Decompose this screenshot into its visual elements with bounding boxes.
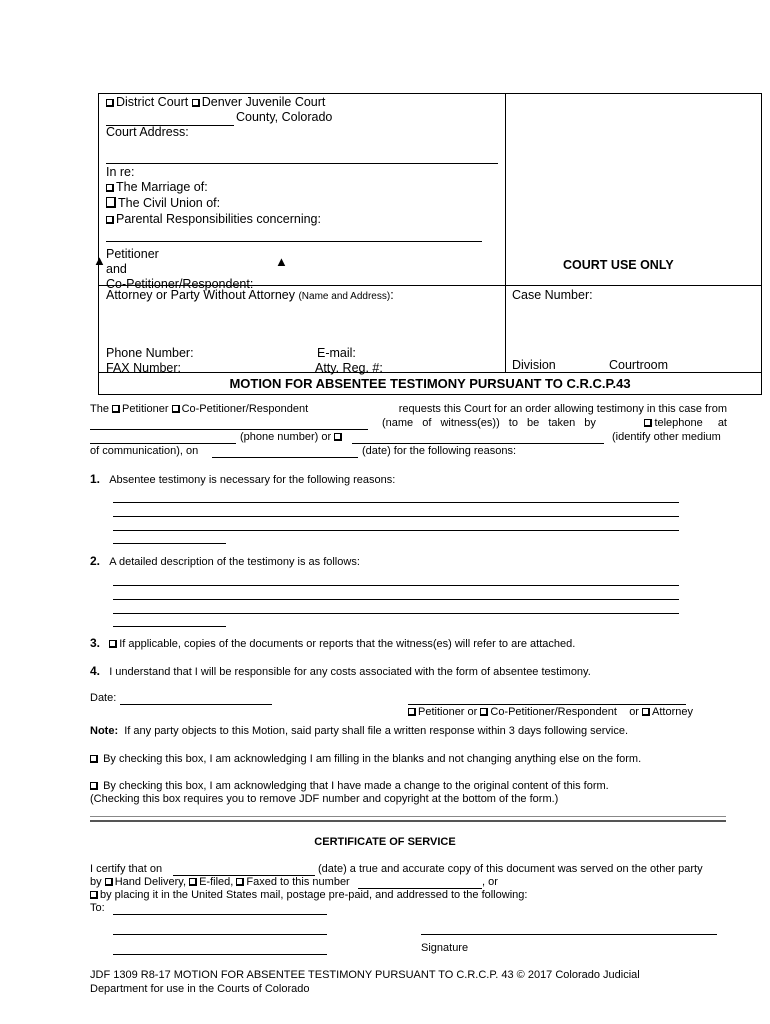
atty-reg-label: Atty. Reg. #: <box>315 361 383 375</box>
date-blank[interactable] <box>212 457 358 458</box>
note: Note: If any party objects to this Motion, said party shall file a written response within 3 days following service. <box>90 725 629 737</box>
division-label: Division <box>512 358 556 372</box>
item-text: Absentee testimony is necessary for the following reasons: <box>109 474 396 486</box>
caption-box <box>98 93 762 395</box>
intro-line-1: The Petitioner Co-Petitioner/Respondent requests this Court for an order allowing testimony in this case from <box>90 403 727 415</box>
phone-number-blank[interactable] <box>90 443 236 444</box>
other-medium-checkbox[interactable] <box>334 433 342 441</box>
witness-name-blank[interactable] <box>90 429 368 430</box>
changed-note: (Checking this box requires you to remove JDF number and copyright at the bottom of the form.) <box>90 793 559 805</box>
parental-label: Parental Responsibilities concerning: <box>116 212 321 226</box>
triangle-icon: ▲ <box>275 254 288 269</box>
no-change-label: By checking this box, I am acknowledging I am filling in the blanks and not changing anything else on the form. <box>103 753 642 765</box>
description-line[interactable] <box>113 626 226 627</box>
description-line[interactable] <box>113 599 679 600</box>
item-number: 1. <box>90 472 101 486</box>
telephone-checkbox[interactable] <box>644 419 652 427</box>
intro-petitioner-checkbox[interactable] <box>112 405 120 413</box>
documents-attached-checkbox[interactable] <box>109 640 117 648</box>
footer-line-1: JDF 1309 R8-17 MOTION FOR ABSENTEE TESTIMONY PURSUANT TO C.R.C.P. 43 © 2017 Colorado Judicial <box>90 969 640 981</box>
description-line[interactable] <box>113 613 679 614</box>
in-re-label: In re: <box>106 165 135 179</box>
parties-blank[interactable] <box>106 241 482 242</box>
item-number: 4. <box>90 664 101 678</box>
civil-union-label: The Civil Union of: <box>118 196 221 210</box>
mail-label: by placing it in the United States mail, postage pre-paid, and addressed to the following: <box>100 889 528 901</box>
faxed-checkbox[interactable] <box>236 878 244 886</box>
form-page: District Court Denver Juvenile Court County, Colorado Court Address: In re: The Marriage of: The Civil Union of: Parental Responsibilities concerning: Petitioner and Co-Petitioner/Respondent: ▲ ▲ COURT USE ONLY Attorney or Party Without Attorney (Name and Address): Phone Number: FAX Number: E-mail: Atty. Reg. #: Case Number: Division Courtroom MOTION FOR ABSENTEE TESTIMONY PURSUANT TO C.R.C.P.43 The Petitioner Co-Petitioner/Respondent requests this Court for an order allowing testimony in this case from (name of witness(es)) to be taken by telephone at (phone number) or (identify other medium of communication), on (date) for the following reasons: 1. Absentee testimony is necessary for the following reasons: 2. A detailed description of the testimony is as follows: 3. If applicable, copies of the documents or reports that the witness(es) will refer to are attached. 4. I understand that I will be responsible for any costs associated with the form of absentee testimony. Date: Petitioner or Co-Petitioner/Respondent or Attorney Note: If any party objects to this Motion, said party shall file a written response within 3 days following service. By checking this box, I am acknowledging I am filling in the blanks and not changing anything else on the form. By checking this box, I am acknowledging that I have made a change to the original content of this form. (Checking this box requires you to remove JDF number and copyright at the bottom of the form.) CERTIFICATE OF SERVICE I certify that on (date) a true and accurate copy of this document was served on the other party by Hand Delivery, E-filed, Faxed to this number , or by placing it in the United States mail, postage pre-paid, and addressed to the following: To: Signature JDF 1309 R8-17 MOTION FOR ABSENTEE TESTIMONY PURSUANT TO C.R.C.P. 43 © 2017 Colorado Judicial Department for use in the Courts of Colorado <box>0 0 770 1024</box>
district-court-label: District Court <box>116 95 189 109</box>
co-petitioner-label: Co-Petitioner/Respondent: <box>106 277 254 291</box>
attorney-label: Attorney or Party Without Attorney (Name and Address): <box>106 288 394 302</box>
district-court-checkbox[interactable] <box>106 99 114 107</box>
changed-checkbox[interactable] <box>90 782 98 790</box>
item-number: 2. <box>90 554 101 568</box>
hand-delivery-checkbox[interactable] <box>105 878 113 886</box>
reason-line[interactable] <box>113 502 679 503</box>
petitioner-label: Petitioner <box>106 247 159 261</box>
description-line[interactable] <box>113 585 679 586</box>
court-use-only: COURT USE ONLY <box>563 258 674 272</box>
fax-label: FAX Number: <box>106 361 182 375</box>
triangle-icon: ▲ <box>93 253 106 268</box>
county-label: County, Colorado <box>236 110 333 124</box>
of-communication-label: of communication), on <box>90 445 199 457</box>
email-label: E-mail: <box>317 346 356 360</box>
courtroom-label: Courtroom <box>609 358 669 372</box>
reason-line[interactable] <box>113 516 679 517</box>
to-label: To: <box>90 902 105 914</box>
no-change-checkbox[interactable] <box>90 755 98 763</box>
marriage-label: The Marriage of: <box>116 180 208 194</box>
item-text: A detailed description of the testimony is as follows: <box>109 556 360 568</box>
mail-checkbox[interactable] <box>90 891 98 899</box>
court-address-label: Court Address: <box>106 125 189 139</box>
address-line[interactable] <box>113 934 327 935</box>
signature-date-blank[interactable] <box>120 704 272 705</box>
certify-text: (date) a true and accurate copy of this document was served on the other party <box>318 863 703 875</box>
court-address-blank[interactable] <box>106 163 498 164</box>
signature-blank[interactable] <box>408 704 686 705</box>
marriage-checkbox[interactable] <box>106 184 114 192</box>
reason-line[interactable] <box>113 543 226 544</box>
civil-union-checkbox[interactable] <box>106 197 116 208</box>
date-reasons-label: (date) for the following reasons: <box>362 445 517 457</box>
section-divider <box>90 816 726 822</box>
case-number-label: Case Number: <box>512 288 593 302</box>
signature-label: Signature <box>421 942 469 954</box>
date-label: Date: <box>90 692 117 704</box>
other-medium-blank[interactable] <box>352 443 604 444</box>
changed-label: By checking this box, I am acknowledging that I have made a change to the original content of this form. <box>103 780 609 792</box>
signer-petitioner-checkbox[interactable] <box>408 708 416 716</box>
certificate-signature-line[interactable] <box>421 934 717 935</box>
denver-juvenile-checkbox[interactable] <box>192 99 200 107</box>
address-line[interactable] <box>113 954 327 955</box>
address-line[interactable] <box>113 914 327 915</box>
form-title: MOTION FOR ABSENTEE TESTIMONY PURSUANT TO C.R.C.P.43 <box>229 376 631 391</box>
court-type-row <box>106 95 325 109</box>
item-text: If applicable, copies of the documents or reports that the witness(es) will refer to are attached. <box>119 638 576 650</box>
item-text: I understand that I will be responsible for any costs associated with the form of absentee testimony. <box>109 666 591 678</box>
signer-attorney-checkbox[interactable] <box>642 708 650 716</box>
certificate-heading: CERTIFICATE OF SERVICE <box>314 836 456 848</box>
efiled-checkbox[interactable] <box>189 878 197 886</box>
reason-line[interactable] <box>113 530 679 531</box>
parental-checkbox[interactable] <box>106 216 114 224</box>
phone-label: Phone Number: <box>106 346 194 360</box>
item-number: 3. <box>90 636 101 650</box>
footer-line-2: Department for use in the Courts of Colorado <box>90 983 310 995</box>
identify-other-label: (identify other medium <box>612 431 721 443</box>
and-label: and <box>106 262 127 276</box>
certify-label: I certify that on <box>90 863 163 875</box>
signer-co-petitioner-checkbox[interactable] <box>480 708 488 716</box>
signer-role-row: Petitioner or Co-Petitioner/Respondent or Attorney <box>408 706 693 718</box>
intro-co-petitioner-checkbox[interactable] <box>172 405 180 413</box>
denver-juvenile-label: Denver Juvenile Court <box>201 95 326 109</box>
